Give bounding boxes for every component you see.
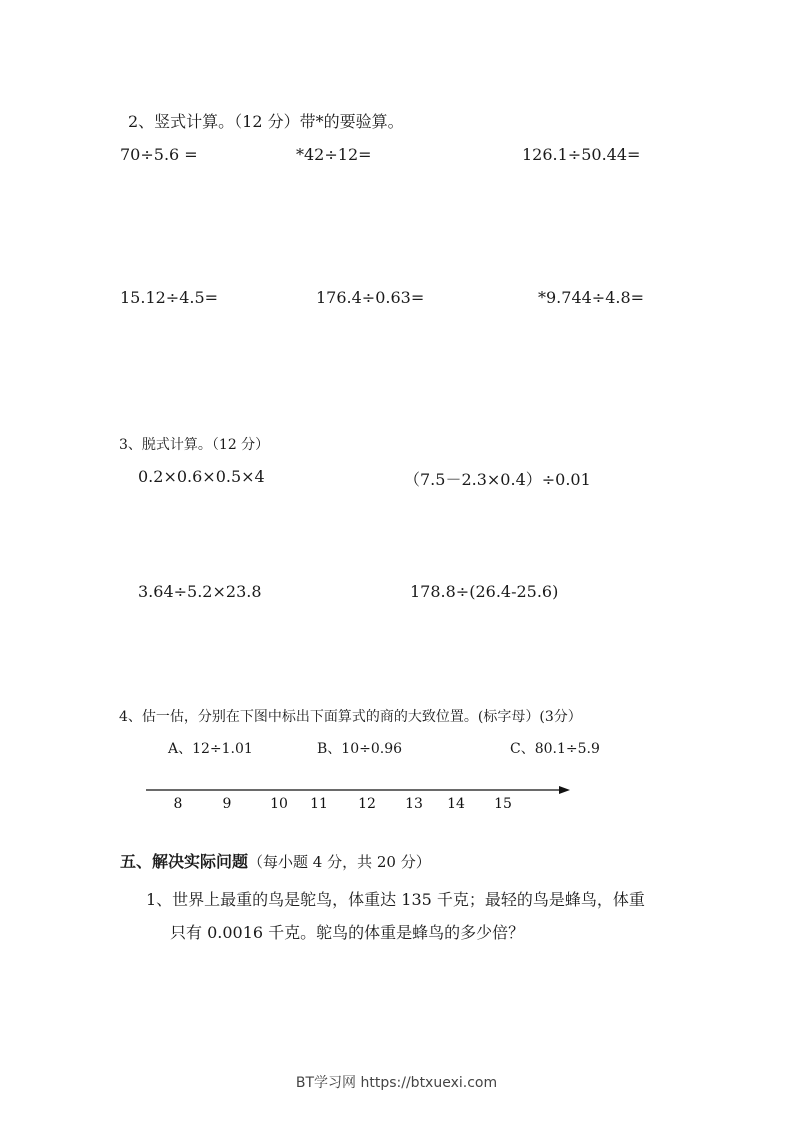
number-line bbox=[140, 778, 580, 818]
section2-title: 2、竖式计算。（12 分）带*的要验算。 bbox=[128, 112, 404, 131]
problem-3-4: 178.8÷(26.4-25.6) bbox=[410, 582, 559, 601]
problem-2-6: *9.744÷4.8= bbox=[538, 288, 645, 307]
section5-heading-line bbox=[120, 849, 431, 872]
section5-heading: 五、解决实际问题 bbox=[120, 852, 249, 871]
problem-2-3: 126.1÷50.44= bbox=[522, 145, 641, 164]
tick-labels bbox=[174, 796, 512, 812]
tick-label-8: 8 bbox=[173, 796, 183, 812]
number-line-arrowhead bbox=[559, 786, 570, 794]
section4-title: 4、估一估，分别在下图中标出下面算式的商的大致位置。(标字母）(3分） bbox=[119, 709, 582, 725]
estimate-item-a: A、12÷1.01 bbox=[168, 741, 253, 757]
question-1-line2: 只有 0.0016 千克。鸵鸟的体重是蜂鸟的多少倍？ bbox=[170, 923, 525, 942]
problem-2-1: 70÷5.6 = bbox=[120, 145, 198, 164]
problem-3-1: 0.2×0.6×0.5×4 bbox=[138, 467, 265, 486]
question-1-line1: 1、世界上最重的鸟是鸵鸟，体重达 135 千克；最轻的鸟是蜂鸟，体重 bbox=[146, 890, 645, 909]
tick-label-13: 13 bbox=[405, 796, 423, 812]
tick-label-10: 10 bbox=[270, 796, 288, 812]
tick-label-12: 12 bbox=[358, 796, 376, 812]
section5-heading-note: （每小题 4 分，共 20 分） bbox=[248, 853, 431, 871]
section3-title: 3、脱式计算。（12 分） bbox=[119, 437, 270, 453]
problem-2-4: 15.12÷4.5= bbox=[120, 288, 219, 307]
tick-label-9: 9 bbox=[222, 796, 232, 812]
footer-watermark: BT学习网 https://btxuexi.com bbox=[295, 1075, 498, 1091]
estimate-item-b: B、10÷0.96 bbox=[317, 741, 403, 757]
problem-2-2: *42÷12= bbox=[296, 145, 372, 164]
problem-3-2: （7.5－2.3×0.4）÷0.01 bbox=[404, 470, 591, 489]
estimate-item-c: C、80.1÷5.9 bbox=[510, 741, 600, 757]
problem-2-5: 176.4÷0.63= bbox=[316, 288, 425, 307]
tick-label-14: 14 bbox=[447, 796, 465, 812]
tick-label-15: 15 bbox=[494, 796, 512, 812]
tick-label-11: 11 bbox=[310, 796, 328, 812]
problem-3-3: 3.64÷5.2×23.8 bbox=[138, 582, 262, 601]
